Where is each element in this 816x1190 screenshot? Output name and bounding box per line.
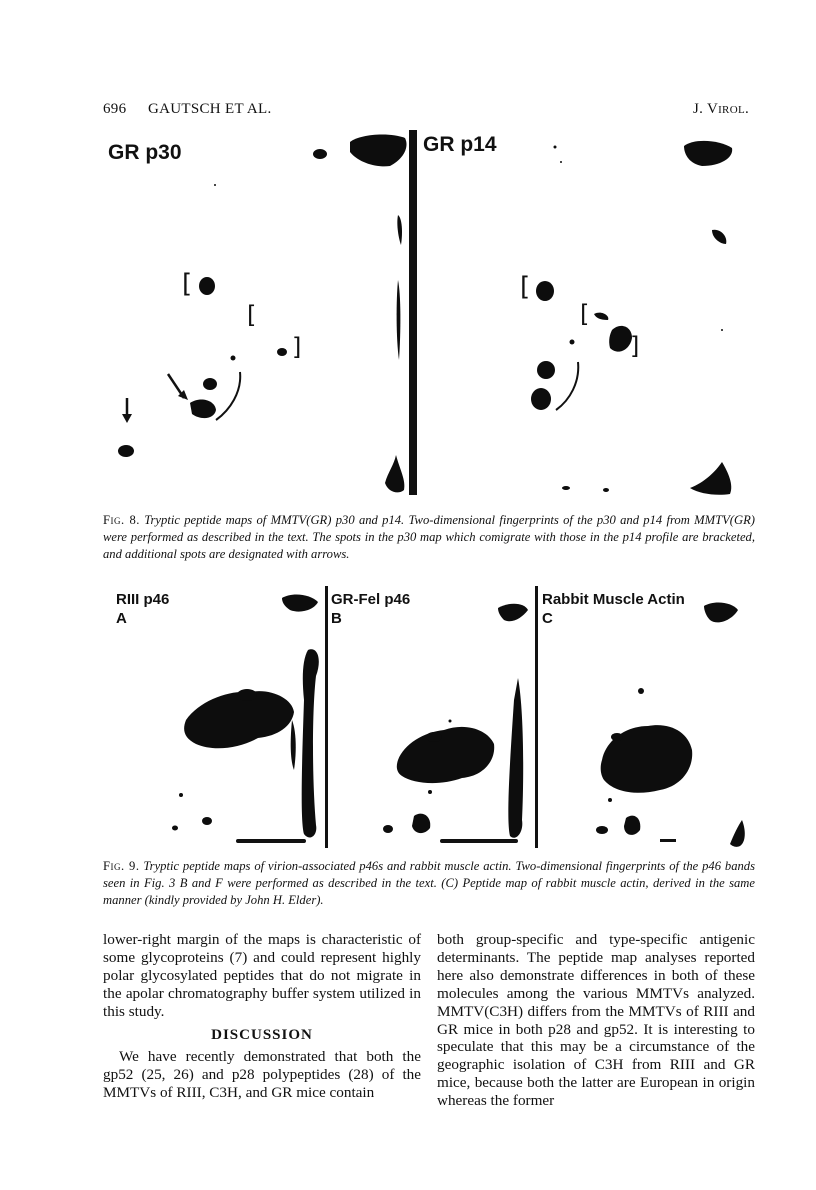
panel-a-spot [172, 826, 178, 831]
panel-a-letter: A [116, 610, 127, 627]
p14-spot [603, 488, 609, 492]
panel-a-label [116, 590, 169, 628]
panel-c-title: Rabbit Muscle Actin [542, 591, 685, 608]
panel-b-letter: B [331, 610, 342, 627]
panel-c-bottom-spot [730, 820, 745, 847]
p30-streak [397, 215, 402, 245]
panel-c-spot [611, 733, 623, 741]
right-column [437, 931, 755, 1110]
left-column [103, 931, 421, 1102]
panel-c-spot [596, 826, 608, 834]
right-paragraph-1: both group-specific and type-specific antigenic determinants. The peptide map analyses reported here also demonstrate differences in both of these molecules among the various MMTVs analyzed. MMTV(C3H) differs from the MMTVs of RIII and GR mice in both p28 and gp52. It is interesting to speculate that this may be a circumstance of the geographic isolation of C3H from RIII and GR mice, because both the latter are European in origin whereas the former [437, 931, 755, 1110]
figure-8-divider [409, 130, 417, 495]
panel-c-bottom-streak [660, 839, 676, 842]
panel-a-bottom-streak [236, 839, 306, 843]
panel-a-title: RIII p46 [116, 591, 170, 608]
p30-spot [190, 399, 216, 418]
figure-8-caption-text: Tryptic peptide maps of MMTV(GR) p30 and p14. Two-dimensional fingerprints of the p30 and p14 from MMTV(GR) were performed as described in the text. The spots in the p30 map which comigrate with those in the p14 profile are bracketed, and additional spots are designated with arrows. [103, 513, 755, 561]
panel-a-main-cloud [184, 691, 294, 748]
panel-b-spot [426, 732, 442, 742]
p14-spot [536, 281, 554, 301]
bracket: [ [182, 269, 193, 299]
panel-a-spot [179, 793, 183, 797]
panel-a-spot [237, 689, 257, 701]
panel-b-bottom-streak [440, 839, 518, 843]
p14-spot [570, 340, 575, 345]
figure-9-divider [325, 586, 328, 848]
panel-c-spot [624, 816, 640, 835]
panel-b-spot [449, 720, 452, 723]
panel-c-label [542, 590, 685, 628]
panel-c-origin-spot [704, 603, 738, 623]
panel-b-label [331, 590, 410, 628]
panel-b-spot [428, 790, 432, 794]
p14-spot [712, 230, 726, 244]
panel-a-streak [302, 649, 319, 837]
p14-spot [721, 329, 723, 331]
panel-c-spot [608, 798, 612, 802]
bracket: ] [292, 333, 302, 361]
arrow-icon [122, 414, 132, 423]
bracket: ] [630, 332, 640, 360]
p14-spot [562, 486, 570, 490]
panel-b-origin-spot [498, 604, 528, 622]
figure-9-caption-label: Fig. 9. [103, 859, 140, 873]
figure-9-caption-text: Tryptic peptide maps of virion-associated p46s and rabbit muscle actin. Two-dimensional fingerprints of the p46 bands seen in Fig. 3 B and F were performed as described in the text. (C) Peptide map of rabbit muscle actin, derived in the same manner (kindly provided by John H. Elder). [103, 859, 755, 907]
panel-c-spot [638, 688, 644, 694]
p30-spot [203, 378, 217, 390]
p30-streak [397, 280, 401, 360]
p14-bottom-spot [690, 462, 731, 495]
p14-arc [556, 362, 578, 410]
panel-c-letter: C [542, 610, 553, 627]
figure-9-caption [103, 858, 755, 909]
p30-spot [118, 445, 134, 457]
section-heading-discussion: DISCUSSION [211, 1026, 313, 1043]
panel-b-streak [508, 678, 523, 838]
figure-8-caption [103, 512, 755, 563]
panel-label-gr-p14: GR p14 [423, 133, 497, 156]
panel-a-spot [202, 817, 212, 825]
figure-8-fingerprints [0, 0, 816, 500]
panel-b-spot [383, 825, 393, 833]
p30-origin-spot [350, 135, 407, 167]
p30-spot [277, 348, 287, 356]
panel-a-origin-spot [282, 595, 318, 612]
figure-8-caption-label: Fig. 8. [103, 513, 140, 527]
panel-b-spot [412, 814, 430, 833]
p30-arc [216, 372, 240, 420]
panel-a-streak [291, 720, 296, 770]
panel-label-gr-p30: GR p30 [108, 141, 182, 164]
p30-spot [231, 356, 236, 361]
bracket: [ [520, 272, 531, 302]
page-number: 696 [103, 101, 127, 117]
p30-spot [313, 149, 327, 159]
panel-b-title: GR-Fel p46 [331, 591, 411, 608]
panel-b-main-cloud [397, 727, 494, 783]
running-head-journal: J. Virol. [693, 101, 750, 117]
left-paragraph-1: lower-right margin of the maps is characteristic of some glycoproteins (7) and could represent highly polar glycosylated peptides that do not migrate in the apolar chromatography buffer system utilized in this study. [103, 931, 421, 1020]
p30-spot [214, 184, 216, 186]
p14-spot [537, 361, 555, 379]
bracket: [ [247, 301, 257, 329]
p14-spot [594, 313, 608, 320]
figure-9-divider [535, 586, 538, 848]
p14-spot [531, 388, 551, 410]
left-paragraph-2: We have recently demonstrated that both the gp52 (25, 26) and p28 polypeptides (28) of the MMTVs of RIII, C3H, and GR mice contain [103, 1048, 421, 1102]
p14-spot [609, 326, 632, 352]
p30-spot [199, 277, 215, 295]
p30-bottom-spot [385, 455, 404, 492]
figure-9 [0, 580, 816, 850]
p14-spot [560, 161, 562, 163]
p14-origin-spot [684, 141, 732, 166]
bracket: [ [580, 300, 590, 328]
running-head-authors: GAUTSCH ET AL. [148, 101, 272, 117]
p14-spot [554, 146, 557, 149]
figure-8 [0, 0, 816, 500]
